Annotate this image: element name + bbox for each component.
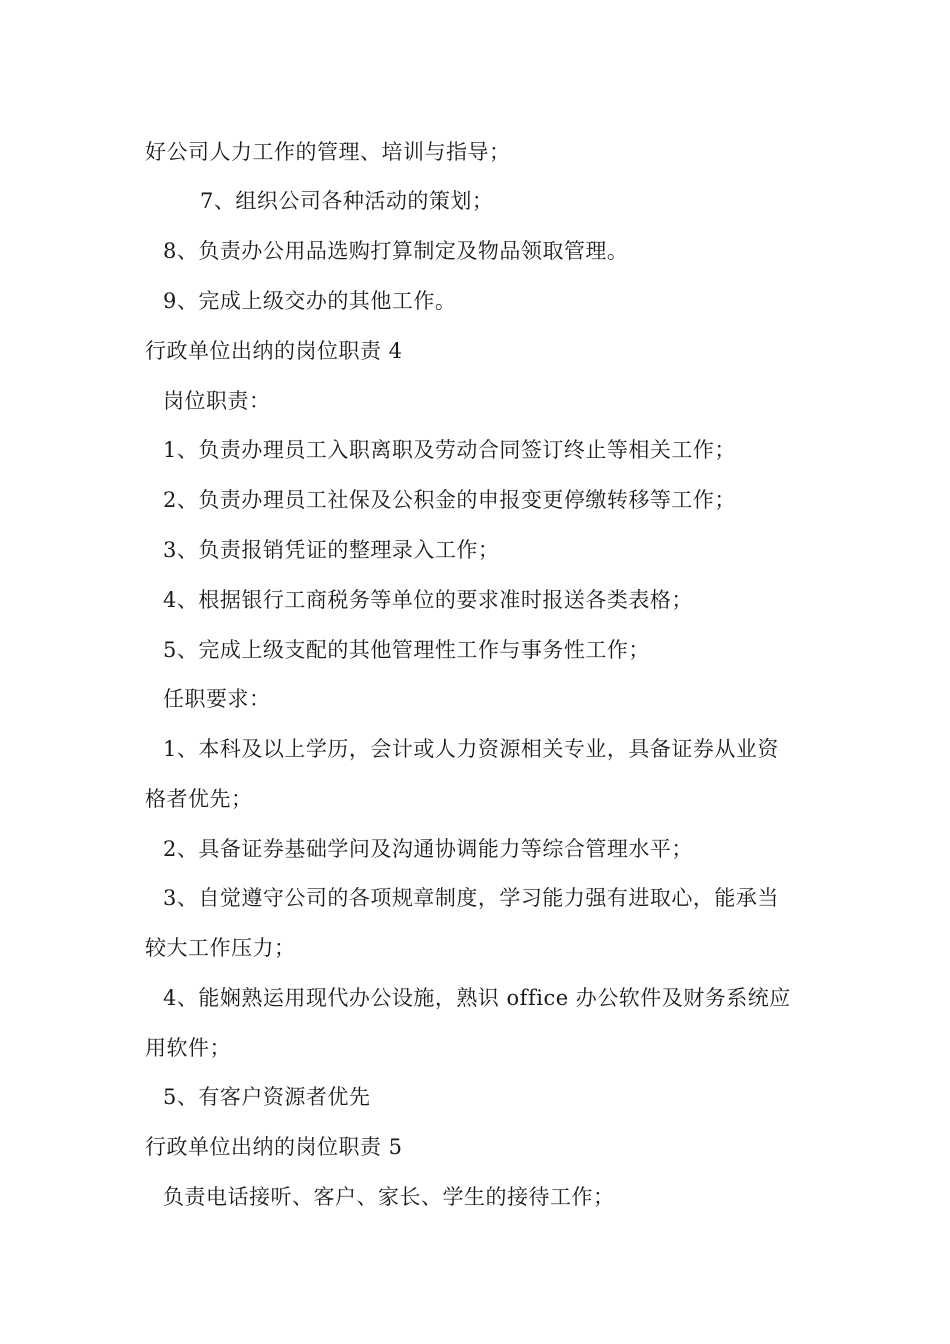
text-line: 2、具备证券基础学问及沟通协调能力等综合管理水平； [163,837,693,861]
text-line: 负责电话接听、客户、家长、学生的接待工作； [163,1185,615,1209]
text-line: 5、完成上级支配的其他管理性工作与事务性工作； [163,638,650,662]
text-line: 3、负责报销凭证的整理录入工作； [163,538,500,562]
text-line: 3、自觉遵守公司的各项规章制度，学习能力强有进取心，能承当 [163,886,779,910]
text-line: 好公司人力工作的管理、培训与指导； [145,140,511,164]
section-heading: 行政单位出纳的岗位职责 4 [145,339,403,363]
text-line: 较大工作压力； [145,936,296,960]
text-line: 8、负责办公用品选购打算制定及物品领取管理。 [163,239,629,263]
text-line: 5、有客户资源者优先 [163,1085,371,1109]
text-line: 7、组织公司各种活动的策划； [200,189,494,213]
section-heading: 行政单位出纳的岗位职责 5 [145,1135,403,1159]
text-line: 2、负责办理员工社保及公积金的申报变更停缴转移等工作； [163,488,736,512]
text-line: 岗位职责： [163,389,271,413]
text-line: 4、根据银行工商税务等单位的要求准时报送各类表格； [163,588,693,612]
text-line: 4、能娴熟运用现代办公设施，熟识 office 办公软件及财务系统应 [163,986,791,1010]
text-line: 任职要求： [163,687,271,711]
text-line: 用软件； [145,1036,231,1060]
text-line: 1、负责办理员工入职离职及劳动合同签订终止等相关工作； [163,438,736,462]
text-line: 1、本科及以上学历，会计或人力资源相关专业，具备证券从业资 [163,737,779,761]
text-line: 格者优先； [145,787,253,811]
text-line: 9、完成上级交办的其他工作。 [163,289,457,313]
